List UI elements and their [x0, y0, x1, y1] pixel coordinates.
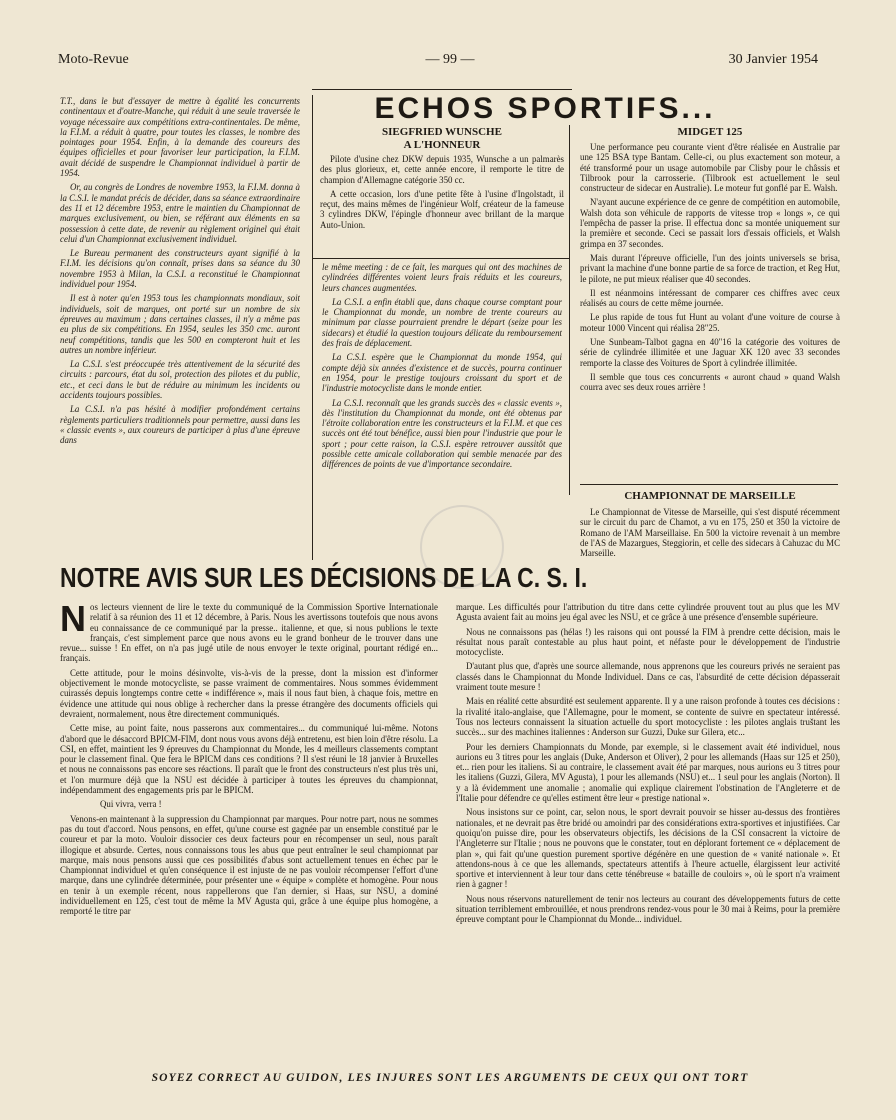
paragraph: N'ayant aucune expérience de ce genre de compétition en automobile, Walsh dota son véhicule de rapports de vitesse trop « longs », ce qui l'empêcha de passer la prise. Il effectua donc sa montée uniquement sur la première et seconde. Ceci se passait lors d'essais officiels, et Walsh grimpa en 37 secondes.	[580, 197, 840, 249]
midget-heading: MIDGET 125	[677, 126, 743, 138]
paragraph: La C.S.I. espère que le Championnat du monde 1954, qui compte déjà six années d'existence et de succès, pourra continuer en 1954, pour le prestige toujours croissant du sport et de l'industrie motocycliste dans le monde entier.	[322, 352, 562, 394]
paragraph: Pour les derniers Championnats du Monde, par exemple, si le classement avait été individuel, nous aurions eu 3 titres pour les anglais (Duke, Anderson et Oliver), 2 pour les allemands (Haas sur 125 et 250), et... rien pour les italiens. Si au contraire, le classement avait été par marques, nous aurions eu 3 titres pour les italiens (Guzzi, Gilera, MV Agusta), 1 pour les allemands (NSU) et... 1 seul pour les anglais (Norton). Il y a là évidemment une anomalie ; anomalie qui explique clairement l'obstination de l'Angleterre et de l'Italie pour défendre ce qu'elles estiment être leur « prestige national ».	[456, 741, 840, 804]
midget-text	[580, 142, 840, 486]
paragraph: Cette attitude, pour le moins désinvolte, vis-à-vis de la presse, dont la mission est d'informer objectivement le monde motocycliste, se passe vraiment de commentaires. Nous sommes évidemment cuirassés depuis longtemps contre cette « indifférence », mais il nous faut bien, à chaque fois, mettre en évidence une attitude qui nous oblige à rechercher dans la presse étrangère des documents officiels qui devraient, normalement, nous être directement communiqués.	[60, 667, 438, 719]
wunsche-heading-line2: A L'HONNEUR	[403, 139, 481, 151]
paragraph: A cette occasion, lors d'une petite fête à l'usine d'Ingolstadt, il reçut, des mains mêmes de l'ingénieur Wolf, créateur de la fameuse 3 cylindres DKW, l'épingle d'honneur avec brillant de la marque Auto-Union.	[320, 188, 564, 230]
paragraph: Mais en réalité cette absurdité est seulement apparente. Il y a une raison profonde à toutes ces décisions : la rivalité italo-anglaise, que l'Allemagne, pour le moment, se contente de suivre en spectateur intéressé. Tous nos lecteurs connaissent la situation actuelle du sport motocycliste : les pilotes anglais truštant les succès... sur des machines italiennes : Anderson sur Guzzi, Duke sur Gilera, etc...	[456, 696, 840, 738]
paragraph: Nous insistons sur ce point, car, selon nous, le sport devrait pouvoir se hisser au-dessus des frontières nationales, et ne devrait pas être bridé ou amoindri par des considérations extra-sportives et injustifiées. Car quoiqu'on puisse dire, pour les observateurs objectifs, les décisions de la CSI consacrent la victoire de l'Angleterre sur l'Italie ; nous ne pouvons que le constater, tout en déplorant fortement ce « déplacement de plan », qui fait qu'une question purement sportive dégénère en une question de « vanité nationale ». Et attendons-nous à ce que les allemands, spectateurs attentifs à l'heure actuelle, élargissent leur activité sportive et interviennent à leur tour dans cette ténébreuse « bataille de couloirs », où le sport n'a vraiment rien à gagner !	[456, 807, 840, 890]
editorial-left-column	[60, 602, 438, 1064]
issue-date: 30 Janvier 1954	[728, 52, 818, 67]
paragraph: Une Sunbeam-Talbot gagna en 40"16 la catégorie des voitures de série de cylindrée illimitée et une Jaguar XK 120 avec 33 secondes remporte la classe des Voitures de Sport à cylindrée illimitée.	[580, 337, 840, 368]
magazine-name: Moto-Revue	[58, 52, 129, 67]
paragraph: La C.S.I. n'a pas hésité à modifier profondément certains règlements particuliers traditionnels pour permettre, aussi dans les « classic events », aux coureurs de participer à plus d'une épreuve dans	[60, 404, 300, 446]
echos-box-top	[312, 89, 572, 90]
paragraph: Une performance peu courante vient d'être réalisée en Australie par une 125 BSA type Bantam. Celle-ci, ou plus exactement son moteur, a été transformé pour un usage automobile par Clisby pour le châssis et Tilbrook pour la carrosserie. (Tilbrook est actuellement le seul constructeur de sidecar en Australie). Le moteur fut gonflé par E. Walsh.	[580, 142, 840, 194]
paragraph: Il semble que tous ces concurrents « auront chaud » quand Walsh courra avec ses deux roues arrière !	[580, 371, 840, 393]
page-number: — 99 —	[425, 52, 475, 67]
column-divider	[312, 95, 313, 560]
marseille-text	[580, 507, 840, 567]
marseille-heading: CHAMPIONNAT DE MARSEILLE	[624, 490, 796, 502]
paragraph: Le Championnat de Vitesse de Marseille, qui s'est disputé récemment sur le circuit du parc de Chamot, a vu en 175, 250 et 350 la victoire de Romano de l'AM Marseillaise. En 500 la victoire revenait à un membre de l'AS de Mazargues, Steggiorin, et celle des sidecars à Cahuzac du MC Marseille.	[580, 507, 840, 559]
paragraph: Venons-en maintenant à la suppression du Championnat par marques. Pour notre part, nous ne sommes pas du tout d'accord. Nous pensons, en effet, qu'une course est gagnée par un ensemble constitué par le coureur et par la moto. Vouloir dissocier ces deux facteurs pour en récompenser un seul, nous paraît illogique et absurde. Certes, nous connaissons tous les abus que peut entraîner le seul championnat par marque, mais nous pensons aussi que ces possibilités d'abus sont actuellement tenues en échec par le Championnat individuel et qu'en conséquence il est injuste de ne pas vouloir récompenser l'effort d'une marque, dans une cylindrée déterminée, pour présenter une « équipe » complète et homogène. Pour nous en tenir à un exemple récent, nous rappellerons que l'an dernier, si Haas, sur NSU, a dominé individuellement en 125, c'est tout de même la MV Agusta qui, grâce à une équipe plus homogène, a remporté le titre par	[60, 813, 438, 917]
paragraph: le même meeting : de ce fait, les marques qui ont des machines de cylindrées différentes voient leurs frais réduits et les coureurs, leurs chances augmentées.	[322, 262, 562, 293]
paragraph: Mais durant l'épreuve officielle, l'un des joints universels se brisa, privant la machine d'une bonne partie de sa force de traction, et Reg Hut, le pilote, ne put mieux réaliser que 40 secondes.	[580, 252, 840, 284]
paragraph: Nous ne connaissons pas (hélas !) les raisons qui ont poussé la FIM à prendre cette décision, mais le résultat nous paraît contestable au plus haut point, et néfaste pour le développement de l'industrie motocycliste.	[456, 626, 840, 658]
paragraph	[60, 602, 438, 664]
left-column-continuation	[60, 96, 300, 558]
editorial-right-column	[456, 602, 840, 1064]
paragraph: Or, au congrès de Londres de novembre 1953, la F.I.M. donna à la C.S.I. le mandat précis de décider, dans sa séance extraordinaire des 11 et 12 décembre 1953, entre le maintien du Championnat de marques exclusivement, ou bien, se référant aux éléments en sa possession à cette date, de revenir au règlement originel qui était celui d'un Championnat exclusivement individuel.	[60, 182, 300, 244]
paragraph: La C.S.I. s'est préoccupée très attentivement de la sécurité des circuits : parcours, état du sol, protection des pilotes et du public, etc., et ceci dans le but de réduire au minimum les incidents ou accidents toujours possibles.	[60, 359, 300, 401]
editorial-title: NOTRE AVIS SUR LES DÉCISIONS DE LA C. S. I.	[60, 562, 588, 593]
paragraph: D'autant plus que, d'après une source allemande, nous apprenons que les coureurs privés ne seraient pas classés dans le Championnat du Monde Individuel. Dans ce cas, l'absurdité de cette décision dépasserait vraiment toute mesure !	[456, 661, 840, 693]
paragraph: Qui vivra, verra !	[100, 799, 162, 810]
paragraph: Cette mise, au point faite, nous passerons aux commentaires... du communiqué lui-même. Notons d'abord que le désaccord BPICM-FIM, dont nous vous avons déjà entretenu, est bien loin d'être résolu. La CSI, en effet, maintient les 9 épreuves du Championnat du Monde, les 4 meilleurs classements comptant pour le classement final. Que fera le BPICM dans ces conditions ? Il s'est réuni le 18 janvier à Bruxelles et nous ne connaissons pas encore ses réactions. Il paraît que le front des constructeurs n'est plus très uni, et l'on murmure déjà que la NSU est décidée à participer à toutes les épreuves du championnat, indépendamment des engagements pris par le BPICM.	[60, 723, 438, 796]
paragraph: Pilote d'usine chez DKW depuis 1935, Wunsche a un palmarès des plus glorieux, et, cette année encore, il remporte le titre de champion d'Allemagne catégorie 350 cc.	[320, 154, 564, 185]
paragraph: Le Bureau permanent des constructeurs ayant signifié à la F.I.M. les décisions qu'on connaît, prises dans sa séance du 30 novembre 1953 à Milan, la C.S.I. a reconstitué le Championnat individuel pour 1954.	[60, 248, 300, 290]
paragraph: marque. Les difficultés pour l'attribution du titre dans cette cylindrée prouvent tout au plus que les MV Agusta avaient fait au moins jeu égal avec les NSU, et ce grâce à une présence d'ensemble supérieure.	[456, 602, 840, 623]
echos-box-bottom	[312, 258, 569, 259]
paragraph: La C.S.I. a enfin établi que, dans chaque course comptant pour le Championnat du monde, un nombre de trente coureurs au minimum par classe pourraient prendre le départ (seize pour les sidecars) et étudié la question toujours délicate du remboursement des frais de déplacement.	[322, 296, 562, 349]
wunsche-text	[320, 154, 564, 254]
echos-title: ECHOS SPORTIFS...	[374, 92, 716, 125]
dropcap: N	[60, 602, 86, 639]
marseille-rule	[580, 484, 838, 485]
paragraph: Nous nous réservons naturellement de tenir nos lecteurs au courant des développements futurs de cette situation terriblement embrouillée, et nous prendrons rendez-vous pour le 30 mai à Reims, pour la première épreuve comptant pour le Championnat du Monde... individuel.	[456, 893, 840, 925]
wunsche-heading	[320, 126, 564, 152]
paragraph: La C.S.I. reconnaît que les grands succès des « classic events », dès l'institution du Championnat du monde, ont été obtenus par l'étroite collaboration entre les constructeurs et la F.I.M. et que ces succès ont été tout bénéfice, aussi bien pour l'industrie que pour le sport ; pour cette raison, la C.S.I. espère retrouver aussitôt que possible cette amicale collaboration qui semble menacée par des différences de points de vue d'importance secondaire.	[322, 397, 562, 470]
paragraph: Il est à noter qu'en 1953 tous les championnats mondiaux, soit individuels, soit de marques, ont porté sur un nombre de six épreuves au maximum ; dans certaines classes, il n'y a même pas eu plus de six compétitions. En 1954, seules les 350 cmc. auront neuf compétitions, tandis que les 500 en compteront huit et les autres un nombre inférieur.	[60, 293, 300, 355]
paragraph-text: os lecteurs viennent de lire le texte du communiqué de la Commission Sportive Internationale relatif à sa réunion des 11 et 12 décembre, à Paris. Nous les avertissons toutefois que nous avons eu connaissance de ce communiqué par la presse.. italienne, et que, si nous publions le texte français, c'est simplement parce que nous avons eu le grand bonheur de le trouver dans une revue... suisse ! En effet, on n'a pas jugé utile de nous envoyer le texte original, pourtant rédigé en... français.	[60, 602, 438, 664]
echos-box-divider	[569, 125, 570, 495]
paragraph: Il est néanmoins intéressant de comparer ces chiffres avec ceux réalisés au cours de cette même journée.	[580, 287, 840, 309]
paragraph: T.T., dans le but d'essayer de mettre à égalité les concurrents continentaux et d'outre-Manche, qui réduit à une seule traversée le voyage nécessaire aux compétitions extra-continentales. De même, la F.I.M. a réduit à quatre, pour toutes les classes, le nombre des pointages pour 1954. Enfin, à la demande des coureurs des équipes officielles et pour favoriser leur participation, la F.I.M. avait décidé de suspendre le Championnat individuel à partir de 1954.	[60, 96, 300, 179]
wunsche-heading-line1: SIEGFRIED WUNSCHE	[382, 126, 502, 138]
paragraph: Le plus rapide de tous fut Hunt au volant d'une voiture de course à moteur 1000 Vincent qui réalisa 28"25.	[580, 312, 840, 333]
footer-motto: SOYEZ CORRECT AU GUIDON, LES INJURES SONT LES ARGUMENTS DE CEUX QUI ONT TORT	[151, 1072, 749, 1084]
